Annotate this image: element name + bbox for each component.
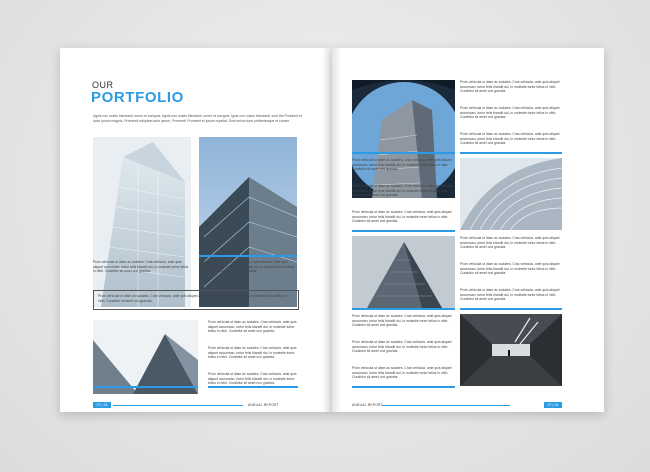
heading-our: OUR [92,80,114,90]
photo-fog-towers [93,320,198,394]
right-text-5: Proin vehicula ut diam ac sodales. Cras vehicula, ante quis aliquet accumsan, tortor felis blandit dui, in molestie tortor tellus in nibh. Curabitur sit amet orci gravida. [352,184,452,198]
photo-accent-rule [199,255,297,257]
heading-portfolio: PORTFOLIO [91,89,184,106]
right-text-2: Proin vehicula ut diam ac sodales. Cras vehicula, ante quis aliquet accumsan, tortor felis blandit dui, in molestie tortor tellus in nibh. Curabitur sit amet orci gravida. [460,106,560,120]
side-accent-rule [208,386,298,388]
boxed-quote-text: Proin vehicula ut diam ac sodales. Cras vehicula, ante quis aliquet accumsan, tortor felis blandit dui, in molestie tortor tellus in nibh. Curabitur sit amet orci gravida. [98,294,287,303]
footer-label-right: ANNUAL REPORT [352,403,383,407]
right-text-10: Proin vehicula ut diam ac sodales. Cras vehicula, ante quis aliquet accumsan, tortor felis blandit dui, in molestie tortor tellus in nibh. Curabitur sit amet orci gravida. [352,314,452,328]
side-text-3: Proin vehicula ut diam ac sodales. Cras vehicula, ante quis aliquet accumsan, tortor felis blandit dui, in molestie tortor tellus in nibh. Curabitur sit amet orci gravida. [208,372,297,386]
right-page [332,48,604,412]
photo-caption-right: Proin vehicula ut diam ac sodales. Cras vehicula, ante quis aliquet accumsan, tortor felis blandit dui, in molestie tortor tellus in nibh. Curabitur sit amet orci gravida. [199,260,295,274]
right-text-11: Proin vehicula ut diam ac sodales. Cras vehicula, ante quis aliquet accumsan, tortor felis blandit dui, in molestie tortor tellus in nibh. Curabitur sit amet orci gravida. [352,340,452,354]
side-text-2: Proin vehicula ut diam ac sodales. Cras vehicula, ante quis aliquet accumsan, tortor felis blandit dui, in molestie tortor tellus in nibh. Curabitur sit amet orci gravida. [208,346,297,360]
right-accent-rule-3 [352,230,455,232]
page-number-left: 07 | 24 [93,402,111,408]
boxed-quote [93,290,299,310]
photo-caption-left: Proin vehicula ut diam ac sodales. Cras vehicula, ante quis aliquet accumsan, tortor felis blandit dui, in molestie tortor tellus in nibh. Curabitur sit amet orci gravida. [93,260,189,274]
right-text-6: Proin vehicula ut diam ac sodales. Cras vehicula, ante quis aliquet accumsan, tortor felis blandit dui, in molestie tortor tellus in nibh. Curabitur sit amet orci gravida. [352,210,452,224]
right-accent-rule-2 [460,152,562,154]
right-text-8: Proin vehicula ut diam ac sodales. Cras vehicula, ante quis aliquet accumsan, tortor felis blandit dui, in molestie tortor tellus in nibh. Curabitur sit amet orci gravida. [460,262,560,276]
page-number-right: 07 | 24 [544,402,562,408]
right-text-1: Proin vehicula ut diam ac sodales. Cras vehicula, ante quis aliquet accumsan, tortor felis blandit dui, in molestie tortor tellus in nibh. Curabitur sit amet orci gravida. [460,80,560,94]
photo-accent-rule-2 [93,386,198,388]
photo-pyramid-tower [352,236,455,308]
right-accent-rule-6 [352,386,455,388]
intro-paragraph: Agnis non nostio blendanti, iurem et conignis. Agnis non nostio blendanti, iurem et conignis. Ignis non nostio blendanti, sum the Proeserit et dolor ipsum magnis. Proeserit volupteet aute ipsum, Proeserit. Proeserit et ipsum repellat. Sunt velum iurer peillentesque et conser. [93,114,302,123]
right-text-12: Proin vehicula ut diam ac sodales. Cras vehicula, ante quis aliquet accumsan, tortor felis blandit dui, in molestie tortor tellus in nibh. Curabitur sit amet orci gravida. [352,366,452,380]
right-text-3: Proin vehicula ut diam ac sodales. Cras vehicula, ante quis aliquet accumsan, tortor felis blandit dui, in molestie tortor tellus in nibh. Curabitur sit amet orci gravida. [460,132,560,146]
right-text-4: Proin vehicula ut diam ac sodales. Cras vehicula, ante quis aliquet accumsan, tortor felis blandit dui, in molestie tortor tellus in nibh. Curabitur sit amet orci gravida. [352,158,452,172]
photo-towers-from-below [352,80,455,198]
right-accent-rule-1 [352,152,455,154]
photo-corner-skyscraper [199,137,297,307]
photo-curved-facade [460,158,562,230]
photo-glass-tower [93,137,191,307]
footer-line-left [113,405,243,406]
right-accent-rule-5 [460,308,562,310]
footer-label-left: ANNUAL REPORT [248,403,279,407]
photo-tunnel [460,314,562,386]
right-text-9: Proin vehicula ut diam ac sodales. Cras vehicula, ante quis aliquet accumsan, tortor felis blandit dui, in molestie tortor tellus in nibh. Curabitur sit amet orci gravida. [460,288,560,302]
right-accent-rule-4 [352,308,455,310]
side-text-1: Proin vehicula ut diam ac sodales. Cras vehicula, ante quis aliquet accumsan, tortor felis blandit dui, in molestie tortor tellus in nibh. Curabitur sit amet orci gravida. [208,320,297,334]
right-text-7: Proin vehicula ut diam ac sodales. Cras vehicula, ante quis aliquet accumsan, tortor felis blandit dui, in molestie tortor tellus in nibh. Curabitur sit amet orci gravida. [460,236,560,250]
footer-line-right [382,405,510,406]
left-page [60,48,332,412]
